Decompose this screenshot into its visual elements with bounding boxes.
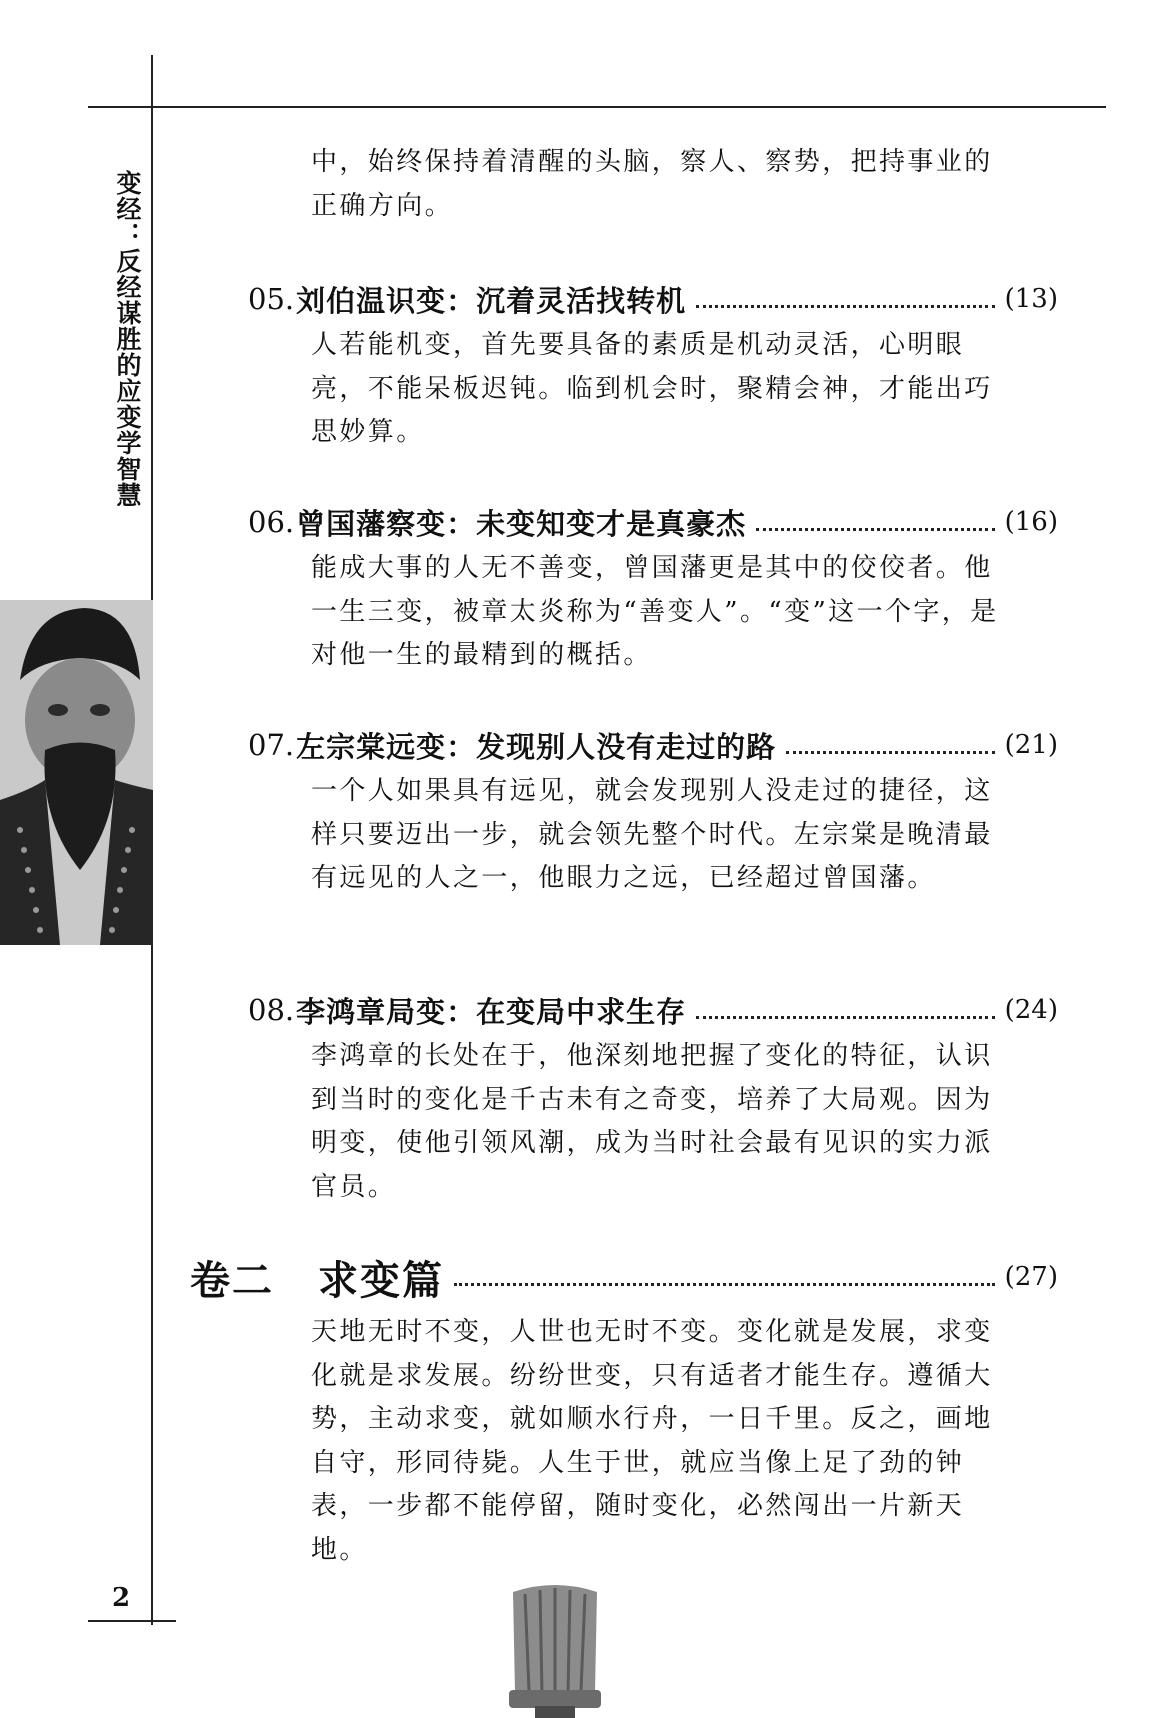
entry-page: (21) (1004, 730, 1058, 760)
page-number: 2 (112, 1583, 131, 1613)
toc-juan-heading[interactable] (190, 1252, 1058, 1302)
intro-paragraph: 中，始终保持着清醒的头脑，察人、察势，把持事业的正确方向。 (311, 147, 993, 221)
toc-entry-05[interactable] (248, 279, 1058, 319)
dot-leader (696, 1014, 994, 1019)
entry-summary: 一个人如果具有远见，就会发现别人没走过的捷径，这样只要迈出一步，就会领先整个时代。左宗棠是晚清最有远见的人之一，他眼力之远，已经超过曾国藩。 (311, 776, 993, 893)
entry-summary: 人若能机变，首先要具备的素质是机动灵活，心明眼亮，不能呆板迟钝。临到机会时，聚精会神，才能出巧思妙算。 (311, 330, 993, 447)
juan-title: 求变篇 (318, 1256, 444, 1304)
entry-number: 08. (248, 993, 295, 1027)
dot-leader (786, 749, 994, 754)
entry-number: 05. (248, 282, 295, 316)
juan-page: (27) (1004, 1262, 1058, 1292)
juan-label: 卷二 (190, 1256, 274, 1304)
entry-number: 07. (248, 728, 295, 762)
entry-page: (24) (1004, 995, 1058, 1025)
toc-entry-08[interactable] (248, 990, 1058, 1030)
dot-leader (454, 1281, 995, 1286)
entry-summary: 李鸿章的长处在于，他深刻地把握了变化的特征，认识到当时的变化是千古未有之奇变，培养了大局观。因为明变，使他引领风潮，成为当时社会最有见识的实力派官员。 (311, 1041, 993, 1202)
entry-title: 曾国藩察变：未变知变才是真豪杰 (296, 506, 747, 541)
toc-entry-07[interactable] (248, 725, 1058, 765)
dot-leader (756, 526, 994, 531)
entry-number: 06. (248, 505, 295, 539)
dot-leader (696, 303, 994, 308)
entry-summary: 能成大事的人无不善变，曾国藩更是其中的佼佼者。他一生三变，被章太炎称为“善变人”。“变”这一个字，是对他一生的最精到的概括。 (311, 553, 999, 670)
entry-title: 左宗棠远变：发现别人没有走过的路 (296, 729, 777, 764)
juan-summary: 天地无时不变，人世也无时不变。变化就是发展，求变化就是求发展。纷纷世变，只有适者才能生存。遵循大势，主动求变，就如顺水行舟，一日千里。反之，画地自守，形同待毙。人生于世，就应当像上足了劲的钟表，一步都不能停留，随时变化，必然闯出一片新天地。 (311, 1317, 993, 1565)
toc-entry-06[interactable] (248, 502, 1058, 542)
running-book-title: 变经：反经谋胜的应变学智慧 (113, 170, 142, 508)
entry-page: (13) (1004, 284, 1058, 314)
entry-page: (16) (1004, 507, 1058, 537)
entry-title: 刘伯温识变：沉着灵活找转机 (296, 283, 687, 318)
entry-title: 李鸿章局变：在变局中求生存 (296, 994, 687, 1029)
